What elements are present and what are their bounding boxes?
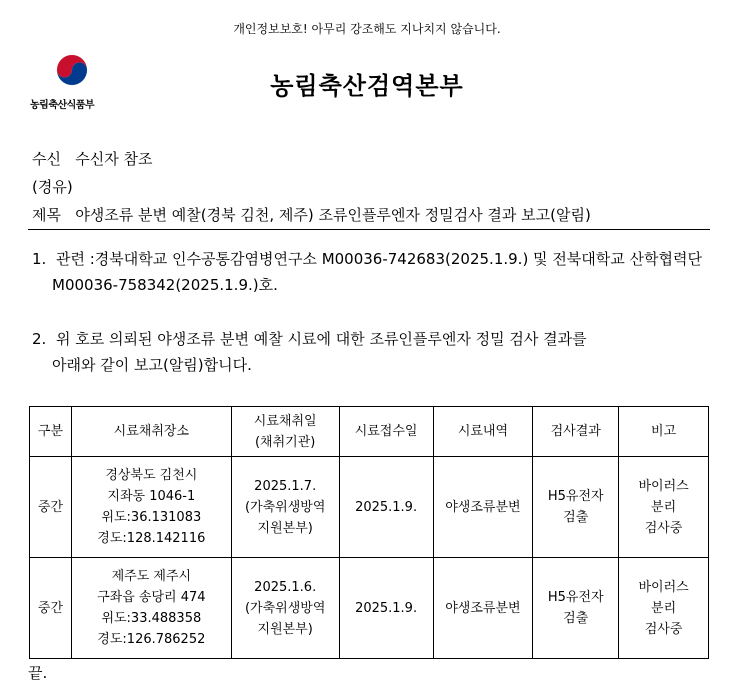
ministry-logo-text: 농림축산식품부 [30,100,95,111]
item-number: 2. [32,330,47,348]
cell-note: 바이러스 분리 검사중 [619,558,709,659]
recipient-label: 수신 [32,150,61,168]
cell-sample: 야생조류분변 [433,558,533,659]
recipient-row [32,148,153,169]
cell-result: H5유전자 검출 [533,457,619,558]
recipient-value: 수신자 참조 [75,150,153,168]
via-row: (경유) [32,178,73,196]
subject-value: 야생조류 분변 예찰(경북 김천, 제주) 조류인플루엔자 정밀검사 결과 보고(알림) [75,206,591,224]
table-row [30,457,709,558]
cell-location: 제주도 제주시 구좌읍 송당리 474 위도:33.488358 경도:126.786252 [71,558,231,659]
cell-collect-date: 2025.1.6. (가축위생방역 지원본부) [231,558,339,659]
item-number: 1. [32,250,47,268]
cell-location: 경상북도 김천시 지좌동 1046-1 위도:36.131083 경도:128.142116 [71,457,231,558]
header-divider [28,229,710,230]
item-text-line: M00036-758342(2025.1.9.)호. [52,276,278,294]
results-table [29,406,709,659]
cell-category: 중간 [30,558,72,659]
organization-title: 농림축산검역본부 [270,72,464,100]
header-category: 구분 [30,407,72,457]
item-text-line: 아래와 같이 보고(알림)합니다. [52,356,252,374]
header-collect-date: 시료채취일 (채취기관) [231,407,339,457]
privacy-notice: 개인정보보호! 아무리 강조해도 지나치지 않습니다. [233,22,501,36]
cell-sample: 야생조류분변 [433,457,533,558]
cell-receipt-date: 2025.1.9. [339,457,433,558]
cell-result: H5유전자 검출 [533,558,619,659]
item-text-line: 위 호로 의뢰된 야생조류 분변 예찰 시료에 대한 조류인플루엔자 정밀 검사 결과를 [56,330,587,348]
body-item-2 [32,326,722,378]
header-sample: 시료내역 [433,407,533,457]
cell-category: 중간 [30,457,72,558]
header-location: 시료채취장소 [71,407,231,457]
subject-label: 제목 [32,206,61,224]
body-item-1 [32,246,722,298]
subject-row [32,204,591,225]
table-header-row [30,407,709,457]
header-result: 검사결과 [533,407,619,457]
header-note: 비고 [619,407,709,457]
table-row [30,558,709,659]
end-mark: 끝. [28,664,48,682]
header-receipt-date: 시료접수일 [339,407,433,457]
cell-collect-date: 2025.1.7. (가축위생방역 지원본부) [231,457,339,558]
cell-receipt-date: 2025.1.9. [339,558,433,659]
cell-note: 바이러스 분리 검사중 [619,457,709,558]
item-text-line: 관련 :경북대학교 인수공통감염병연구소 M00036-742683(2025.1.9.) 및 전북대학교 산학협력단 [56,250,702,268]
